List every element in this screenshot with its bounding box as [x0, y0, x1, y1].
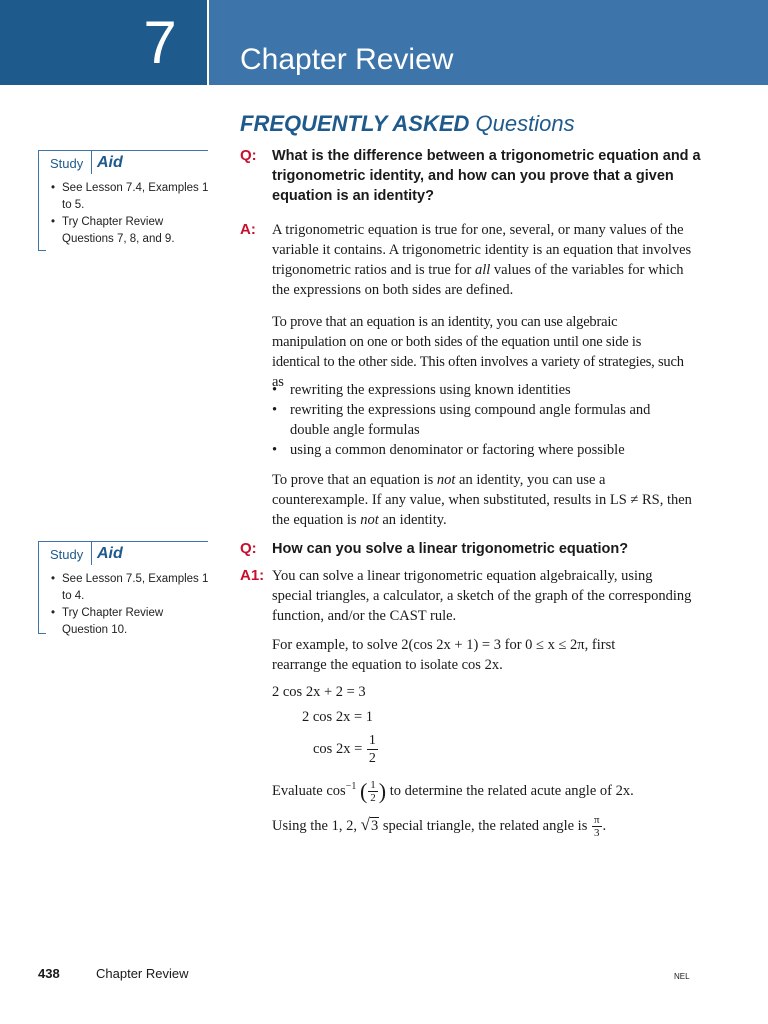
study-aid-label: Study — [50, 156, 84, 171]
study-aid-list — [50, 571, 210, 639]
study-aid-list — [50, 180, 210, 248]
question-label: Q: — [240, 540, 257, 557]
example-line-1: For example, to solve 2(cos 2x + 1) = 3 for 0 ≤ x ≤ 2π, first — [272, 637, 616, 653]
study-aid-label: Study — [50, 547, 84, 562]
study-aid-box-1 — [38, 150, 208, 250]
aid-label: Aid — [97, 545, 123, 562]
chapter-number: 7 — [143, 9, 177, 76]
publisher-mark: NEL — [674, 972, 690, 981]
answer-label: A1: — [240, 567, 265, 584]
special-triangle-line: Using the 1, 2, √3 special triangle, the related angle is $\frac{\pi}{3}$ . — [272, 814, 607, 839]
answer-paragraph: To prove that an equation is not an identity, you can use a counterexample. If any value, when substituted, results in LS ≠ RS, then the equation is not an identity. — [272, 472, 692, 528]
question-text: What is the difference between a trigonometric equation and a trigonometric identity, and how can you prove that a given equation is an identity? — [272, 148, 701, 204]
page-number: 438 — [38, 966, 60, 981]
answer-paragraph: You can solve a linear trigonometric equation algebraically, using special triangles, a calculator, a sketch of the graph of the corresponding function, and/or the CAST rule. — [272, 568, 692, 624]
equation-step-3: cos 2x = $\frac{1}{2}$ — [313, 733, 376, 766]
list-item: • See Lesson 7.5, Examples 1 to 4. — [50, 571, 210, 605]
question-label: Q: — [240, 147, 257, 164]
answer-label: A: — [240, 221, 256, 238]
question-text: How can you solve a linear trigonometric equation? — [272, 541, 629, 557]
example-line-2: rearrange the equation to isolate cos 2x. — [272, 657, 503, 673]
footer-title: Chapter Review — [96, 966, 189, 981]
list-item: • Try Chapter Review Question 10. — [50, 605, 210, 639]
strategy-list — [272, 380, 692, 460]
answer-paragraph: A trigonometric equation is true for one, several, or many values of the variable it contains. A trigonometric identity is an equation that involves trigonometric ratios and is true for all values of the variables for which the expressions on both sides are defined. — [272, 222, 692, 298]
aid-label: Aid — [97, 154, 123, 171]
list-item: • using a common denominator or factoring where possible — [272, 440, 692, 460]
faq-heading: FREQUENTLY ASKED Questions — [240, 111, 575, 136]
answer-paragraph: To prove that an equation is an identity, you can use algebraic manipulation on one or both sides of the equation until one side is identical to the other side. This often involves a variety of strategies, such as — [272, 314, 684, 390]
equation-step-1: 2 cos 2x + 2 = 3 — [272, 684, 366, 700]
list-item: • See Lesson 7.4, Examples 1 to 5. — [50, 180, 210, 214]
evaluate-line: Evaluate $\cos^{-1}$ ( $\frac{1}{2}$ ) to determine the related acute angle of 2x. — [272, 778, 634, 804]
equation-step-2: 2 cos 2x = 1 — [302, 709, 374, 725]
list-item: • rewriting the expressions using known identities — [272, 380, 692, 400]
study-aid-box-2 — [38, 541, 209, 636]
list-item: • Try Chapter Review Questions 7, 8, and 9. — [50, 214, 210, 248]
chapter-title: Chapter Review — [240, 43, 454, 76]
list-item: • rewriting the expressions using compound angle formulas and double angle formulas — [272, 400, 692, 440]
